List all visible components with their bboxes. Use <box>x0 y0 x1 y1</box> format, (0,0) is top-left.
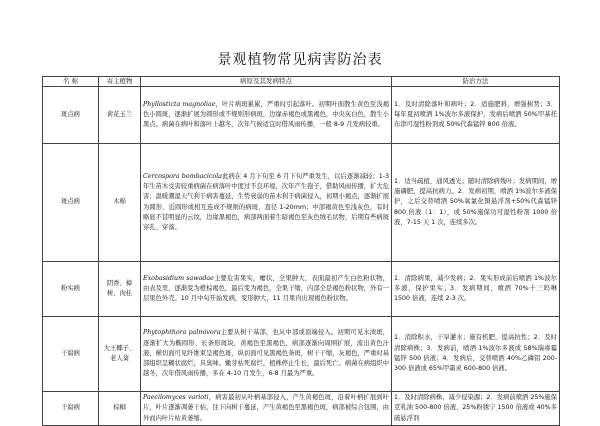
pathogen-description <box>141 87 392 144</box>
pathogen-scientific-name: Paecilomyces varioti <box>143 394 209 401</box>
host-plant: 木棉 <box>99 144 141 262</box>
pathogen-scientific-name: Exobasidium sawadae <box>143 274 214 282</box>
disease-name: 斑点病 <box>43 87 99 144</box>
disease-name: 粉实病 <box>43 262 99 317</box>
pathogen-description <box>141 144 392 262</box>
symptom-text: ，叶片病斑累累，严重时引起落叶。初期叶面散生黄色至浅褐色小圆斑，逐渐扩展为圆形或不规则形病斑，边缘赤褐色或黑褐色，中央灰白色，散生小黑点。病菌在病叶和落叶上越冬，次年气候适宜时借风雨传播，一般 8-9 月发病较重。 <box>143 100 389 129</box>
disease-name: 干腐病 <box>43 392 99 426</box>
pathogen-description <box>141 392 392 426</box>
host-plant: 荷花玉兰 <box>99 87 141 144</box>
symptom-text: 此病在 4 月下旬至 6 月下旬严重发生，以后逐渐减轻；1-3 年生苗木受害较重病菌在病落叶中度过不良环境，次年产生孢子，借助风雨传播，扩大危害；温暖潮湿天气利于病害蔓延，生势衰弱的苗木利于病菌侵入，初期小褐点，逐渐扩展为圆形、近圆形或相互连成不规则的病斑，直径 1-20mm；中部褐黄色至浅灰色，有时略显不甚明显的云纹，边缘黑褐色，病部两面着生暗褐色至灰色绒毛状物，后期有些病斑穿孔、穿落。 <box>143 172 389 232</box>
table-row <box>43 317 560 392</box>
disease-name: 斑点病 <box>43 144 99 262</box>
control-method: 1．适当疏植，通风透光；随时清除病残叶；发病期间，增施磷肥，提高抗病力。2．发病初期，喷洒 1%波尔多液保护，之后交替喷洒 50%氧氯化铜悬浮剂+50%代森锰锌 800 倍液（1：1），或 50%施保功可湿性粉剂 1000 倍液，7-15 天 1 次，连续多次。 <box>392 144 560 262</box>
table-header-row <box>43 77 560 87</box>
document-title: 景观植物常见病害防治表 <box>217 52 383 68</box>
control-method: 1．及时清除落叶和病叶；2．适施肥料，增强树势；3．每年夏初喷洒 1%波尔多液保护，发病后喷洒 50%甲基托布津可湿性粉剂或 50%代森锰锌 800 倍液。 <box>392 87 560 144</box>
host-plant: 棕榈 <box>99 392 141 426</box>
control-method: 1．清除病果，减少发病；2．果实形成前后喷洒 1%波尔多液，保护果实；3．发病期间，喷洒 70%十三吗啉 1500 倍液，连续 2-3 次。 <box>392 262 560 317</box>
pathogen-description <box>141 317 392 392</box>
header-desc: 病原及其发病特点 <box>141 77 392 87</box>
header-method: 防治方法 <box>392 77 560 87</box>
pathogen-scientific-name: Phyllosticta magnoliae <box>143 100 216 108</box>
pathogen-description <box>141 262 392 317</box>
host-plant: 大王椰子、老人葵 <box>99 317 141 392</box>
host-plant: 阴香、樟树、肉桂 <box>99 262 141 317</box>
disease-table <box>42 76 560 426</box>
header-host: 寄主植物 <box>99 77 141 87</box>
disease-name: 干腐病 <box>43 317 99 392</box>
header-name: 名 称 <box>43 77 99 87</box>
table-row <box>43 262 560 317</box>
symptom-text: ，病害最初从叶柄基部侵入，产生黄褐色斑，沿着叶柄扩展到叶片，叶片逐渐凋萎干枯，往下向树干蔓延，产生黄褐色至黑褐色斑，病部被综合包围，由外而内叶片枯黄萎缩。 <box>143 394 390 422</box>
symptom-text: 主要从树干基部，也从中部或顶端侵入。初期可见水渍斑，逐渐扩大为椭圆形、长条形斑块，黄褐色至黑褐色，病部逐渐向周围扩展，流出黄色汁液，横切面可见纤维束呈褐色斑，纵切面可见黑褐色条斑，树干干缩，灰褐色，严重时基部组织呈糊状腐烂，具臭味。嫩芽枯死腐烂，植株停止生长，最后死亡。病菌在病组织中越冬，次年借风雨传播，多在 4-10 月发生，6-8 月最为严重。 <box>143 329 390 378</box>
symptom-text: 主要危害果实，瘿状，全果肿大，表面最初产生白色粉状物，由表及里，逐渐变为橙棕褐色，最后变为褐色，全果干缩，内部全是褐色粉状物，外有一层果色外壳。10 月中旬开始发病，变形肿大，11 月果内出现褐色粉状物。 <box>143 274 389 303</box>
control-method: 1．及时清除病株，减少侵染源；2．发病前喷洒 25%施保克乳油 500-800 倍液、25%粉锈宁 1500 倍液或 40%多硫悬浮剂 <box>392 392 560 426</box>
table-row <box>43 87 560 144</box>
pathogen-scientific-name: Cercospora bombacicola <box>143 172 222 180</box>
table-row <box>43 144 560 262</box>
table-row <box>43 392 560 426</box>
pathogen-scientific-name: Phytophthora palmivora <box>143 329 221 337</box>
control-method: 1．消除积水，干旱灌水；施有机肥，提高抗性；2．及时清除病株；3．发病前，喷洒 1%波尔多液或 58%瑞毒霉锰锌 500 倍液；4．发病后，交替喷洒 40%乙磷铝 200-300 倍液或 65%甲霜灵 600-800 倍液。 <box>392 317 560 392</box>
